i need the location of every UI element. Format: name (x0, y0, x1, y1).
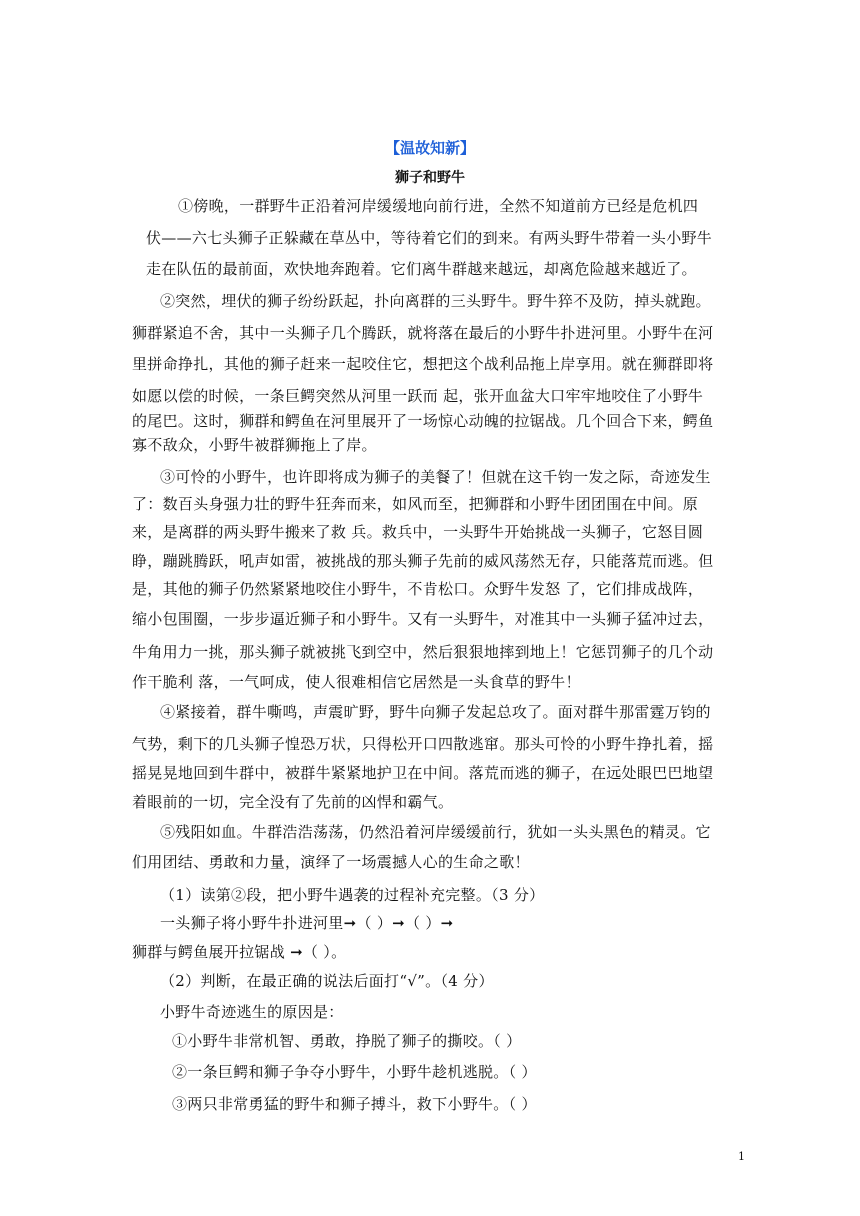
question-1: （1）读第②段，把小野牛遇袭的过程补充完整。（3 分） (160, 886, 545, 904)
text-line: ①傍晚，一群野牛正沿着河岸缓缓地向前行进，全然不知道前方已经是危机四 (178, 197, 699, 215)
answer-blank-line[interactable]: 狮群与鳄鱼展开拉锯战 ➞（ ）。 (132, 943, 347, 961)
text-line: 了：数百头身强力壮的野牛狂奔而来，如风而至，把狮群和小野牛团团围在中间。原 (132, 495, 699, 513)
text-line: 来，是离群的两头野牛搬来了救 兵。救兵中，一头野牛开始挑战一头狮子，它怒目圆 (132, 523, 704, 541)
question-prompt: 小野牛奇迹逃生的原因是： (160, 1003, 344, 1021)
page-number: 1 (738, 1150, 745, 1163)
text-line: 摇晃晃地回到牛群中，被群牛紧紧地护卫在中间。落荒而逃的狮子，在远处眼巴巴地望 (132, 764, 714, 782)
text-line: 牛角用力一挑，那头狮子就被挑飞到空中，然后狠狠地摔到地上！它惩罚狮子的几个动 (132, 643, 714, 661)
choice-option[interactable]: ②一条巨鳄和狮子争夺小野牛，小野牛趁机逃脱。（ ） (172, 1063, 537, 1081)
text-line: 是，其他的狮子仍然紧紧地咬住小野牛，不肯松口。众野牛发怒 了，它们排成战阵， (132, 580, 704, 598)
answer-blank-line[interactable]: 一头狮子将小野牛扑进河里➞（ ）➞（ ）➞ (160, 914, 454, 932)
text-line: 寡不敌众，小野牛被群狮拖上了岸。 (132, 436, 377, 454)
passage-title: 狮子和野牛 (395, 170, 465, 186)
text-line: 伏——六七头狮子正躲藏在草丛中，等待着它们的到来。有两头野牛带着一头小野牛 (146, 229, 713, 247)
text-line: 如愿以偿的时候，一条巨鳄突然从河里一跃而 起，张开血盆大口牢牢地咬住了小野牛 (132, 387, 704, 405)
question-2: （2）判断，在最正确的说法后面打“√”。（4 分） (160, 972, 494, 990)
choice-option[interactable]: ①小野牛非常机智、勇敢，挣脱了狮子的撕咬。（ ） (172, 1032, 522, 1050)
text-line: 睁，蹦跳腾跃，吼声如雷，被挑战的那头狮子先前的威风荡然无存，只能落荒而逃。但 (132, 552, 714, 570)
section-heading: 【温故知新】 (384, 139, 475, 157)
text-line: 气势，剩下的几头狮子惶恐万状，只得松开口四散逃窜。那头可怜的小野牛挣扎着，摇 (132, 735, 714, 753)
text-line: ③可怜的小野牛，也许即将成为狮子的美餐了！但就在这千钧一发之际，奇迹发生 (160, 468, 711, 486)
text-line: ④紧接着，群牛嘶鸣，声震旷野，野牛向狮子发起总攻了。面对群牛那雷霆万钧的 (160, 703, 711, 721)
text-line: 里拼命挣扎，其他的狮子赶来一起咬住它，想把这个战利品拖上岸享用。就在狮群即将 (132, 355, 714, 373)
text-line: 作干脆利 落，一气呵成，使人很难相信它居然是一头食草的野牛！ (132, 673, 581, 691)
text-line: 走在队伍的最前面，欢快地奔跑着。它们离牛群越来越远，却离危险越来越近了。 (146, 260, 697, 278)
text-line: ⑤残阳如血。牛群浩浩荡荡，仍然沿着河岸缓缓前行，犹如一头头黑色的精灵。它 (160, 823, 711, 841)
text-line: 们用团结、勇敢和力量，演绎了一场震撼人心的生命之歌！ (132, 853, 530, 871)
choice-option[interactable]: ③两只非常勇猛的野牛和狮子搏斗，救下小野牛。（ ） (172, 1095, 537, 1113)
text-line: 狮群紧追不舍，其中一头狮子几个腾跃，就将落在最后的小野牛扑进河里。小野牛在河 (132, 324, 714, 342)
text-line: ②突然，埋伏的狮子纷纷跃起，扑向离群的三头野牛。野牛猝不及防，掉头就跑。 (160, 292, 711, 310)
text-line: 缩小包围圈，一步步逼近狮子和小野牛。又有一头野牛，对准其中一头狮子猛冲过去， (132, 610, 714, 628)
text-line: 的尾巴。这时，狮群和鳄鱼在河里展开了一场惊心动魄的拉锯战。几个回合下来，鳄鱼 (132, 412, 714, 430)
text-line: 着眼前的一切，完全没有了先前的凶悍和霸气。 (132, 793, 454, 811)
